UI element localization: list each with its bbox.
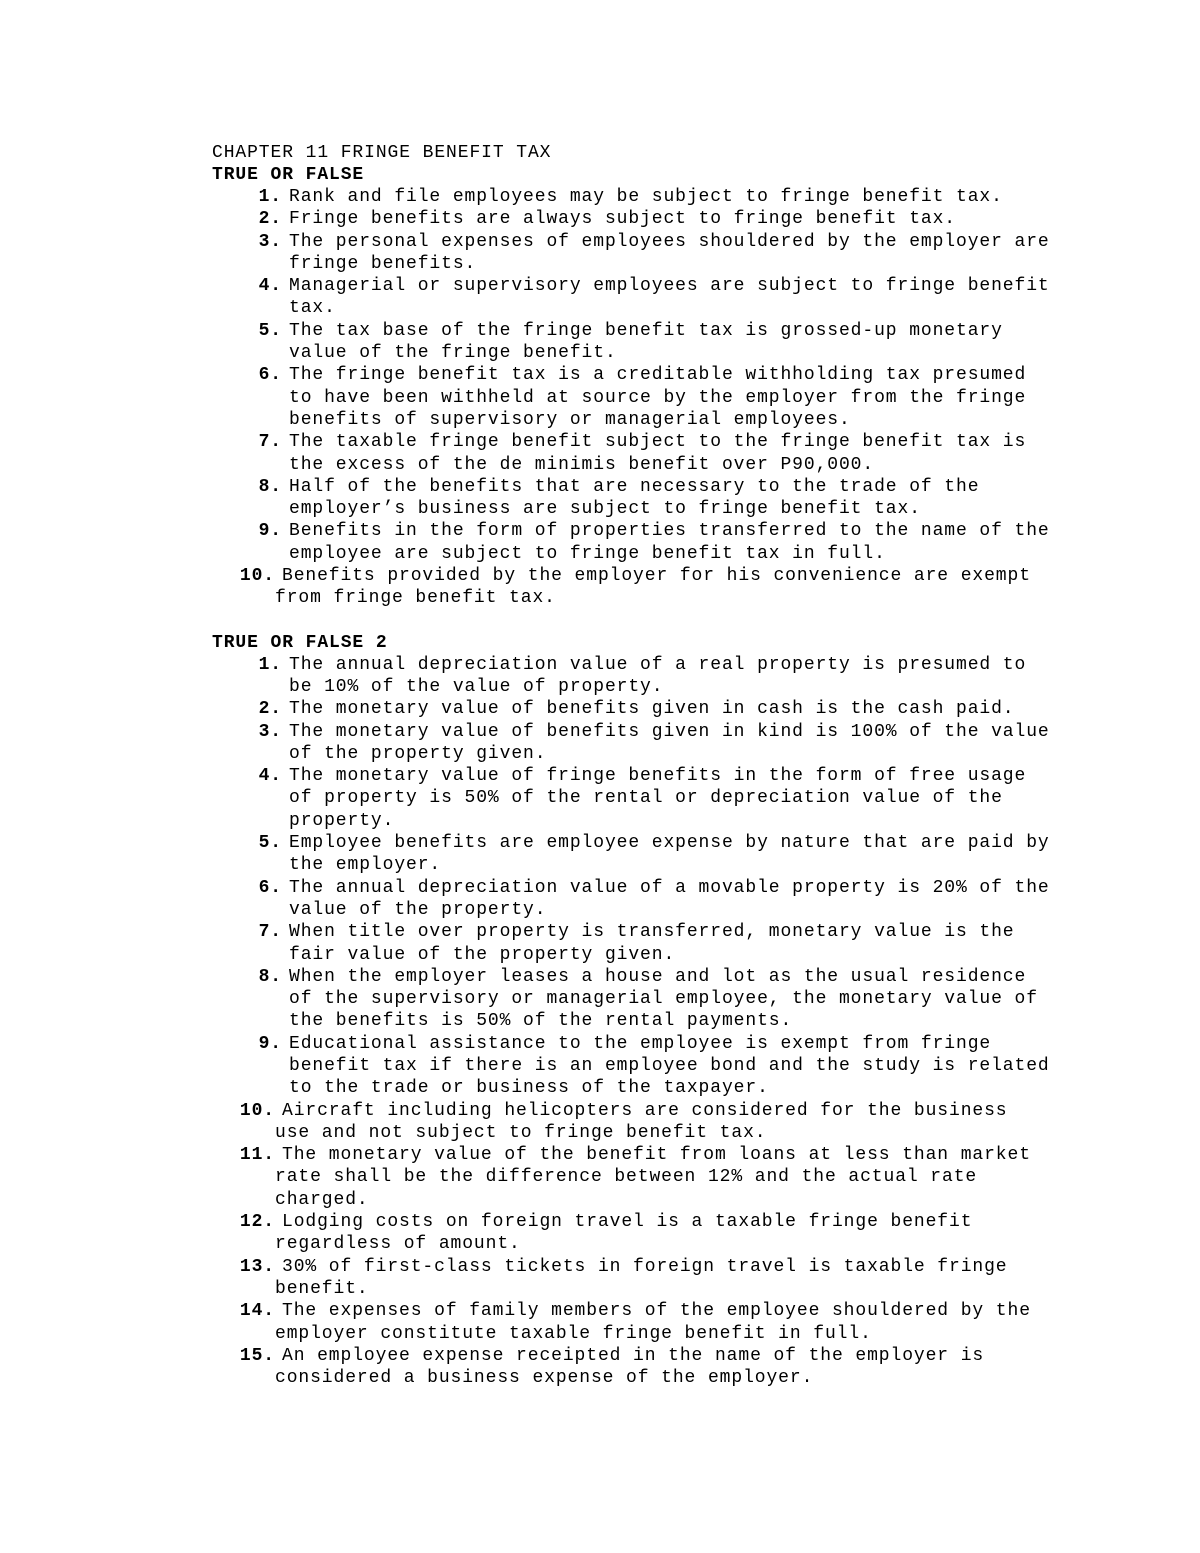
item-text-line: regardless of amount. (275, 1234, 521, 1255)
item-text-line: An employee expense receipted in the name of the employer is (282, 1345, 985, 1366)
item-text-line: be 10% of the value of property. (289, 676, 664, 697)
item-text (275, 1345, 1062, 1390)
item-text (275, 565, 1062, 610)
item-text-line: to have been withheld at source by the employer from the fringe (289, 387, 1027, 408)
item-number: 7. (258, 432, 282, 453)
item-text-line: value of the property. (289, 899, 547, 920)
item-text-line: benefits of supervisory or managerial employees. (289, 409, 851, 430)
question-list (212, 654, 1062, 1390)
item-text-line: Employee benefits are employee expense by nature that are paid by (289, 833, 1050, 854)
list-item (212, 431, 1062, 476)
item-text (275, 1100, 1062, 1145)
item-text-line: Benefits provided by the employer for his convenience are exempt (282, 566, 1031, 587)
item-text (275, 1144, 1062, 1211)
item-number: 14. (239, 1301, 275, 1322)
item-text (282, 520, 1062, 565)
item-number: 12. (239, 1212, 275, 1233)
list-item (212, 721, 1062, 766)
item-text-line: employee are subject to fringe benefit tax in full. (289, 543, 886, 564)
item-text-line: Rank and file employees may be subject to fringe benefit tax. (289, 187, 1003, 207)
list-item (212, 1033, 1062, 1100)
item-text (282, 877, 1062, 922)
list-item (212, 476, 1062, 521)
item-text-line: of the supervisory or managerial employee, the monetary value of (289, 989, 1038, 1010)
item-number: 10. (239, 566, 275, 587)
item-number: 2. (258, 209, 282, 230)
item-text-line: Managerial or supervisory employees are subject to fringe benefit (289, 276, 1050, 297)
item-text-line: tax. (289, 298, 336, 319)
chapter-title: CHAPTER 11 FRINGE BENEFIT TAX (212, 143, 552, 163)
item-text-line: Educational assistance to the employee is exempt from fringe (289, 1033, 992, 1054)
list-item (212, 186, 1062, 208)
list-item (212, 1100, 1062, 1145)
item-number: 10. (239, 1100, 275, 1121)
item-number: 6. (258, 365, 282, 386)
item-text-line: charged. (275, 1189, 369, 1210)
item-number: 5. (258, 833, 282, 854)
item-text (282, 921, 1062, 966)
item-text-line: of property is 50% of the rental or depreciation value of the (289, 788, 1003, 809)
item-number: 1. (258, 187, 282, 207)
item-number: 7. (258, 922, 282, 943)
item-text-line: benefit. (275, 1278, 369, 1299)
item-text-line: the employer. (289, 855, 442, 876)
list-item (212, 520, 1062, 565)
item-text-line: The taxable fringe benefit subject to the fringe benefit tax is (289, 432, 1027, 453)
item-text-line: The monetary value of the benefit from loans at less than market (282, 1145, 1031, 1166)
item-text (282, 966, 1062, 1033)
list-item (212, 765, 1062, 832)
list-item (212, 1144, 1062, 1211)
list-item (212, 1345, 1062, 1390)
item-text-line: of the property given. (289, 743, 547, 764)
item-text (275, 1300, 1062, 1345)
item-number: 13. (239, 1256, 275, 1277)
item-text-line: Fringe benefits are always subject to fringe benefit tax. (289, 209, 956, 230)
item-text (282, 364, 1062, 431)
item-text-line: employer constitute taxable fringe benefit in full. (275, 1323, 872, 1344)
item-number: 5. (258, 320, 282, 341)
item-text (275, 1256, 1062, 1301)
item-text (282, 1033, 1062, 1100)
list-item (212, 832, 1062, 877)
item-text-line: from fringe benefit tax. (275, 588, 556, 609)
item-text (282, 208, 1062, 230)
item-number: 8. (258, 966, 282, 987)
item-number: 8. (258, 476, 282, 497)
list-item (212, 231, 1062, 276)
item-text-line: employer’s business are subject to fringe benefit tax. (289, 499, 921, 520)
item-text (282, 765, 1062, 832)
item-number: 9. (258, 1033, 282, 1054)
item-text-line: the benefits is 50% of the rental payments. (289, 1011, 793, 1032)
item-text-line: the excess of the de minimis benefit over P90,000. (289, 454, 875, 475)
item-text-line: use and not subject to fringe benefit tax. (275, 1122, 767, 1143)
item-text-line: The monetary value of fringe benefits in the form of free usage (289, 766, 1027, 787)
list-item (212, 921, 1062, 966)
item-text-line: The personal expenses of employees shouldered by the employer are (289, 231, 1050, 252)
item-text-line: The annual depreciation value of a movable property is 20% of the (289, 877, 1050, 898)
list-item (212, 698, 1062, 720)
item-text-line: considered a business expense of the employer. (275, 1368, 814, 1389)
section-2 (212, 632, 1062, 1390)
list-item (212, 1256, 1062, 1301)
item-text-line: The monetary value of benefits given in kind is 100% of the value (289, 721, 1050, 742)
item-text (282, 231, 1062, 276)
item-number: 2. (258, 699, 282, 720)
list-item (212, 364, 1062, 431)
document-page (212, 142, 1062, 1389)
item-number: 3. (258, 231, 282, 252)
item-text-line: fringe benefits. (289, 253, 477, 274)
item-number: 11. (239, 1145, 275, 1166)
item-text-line: fair value of the property given. (289, 944, 676, 965)
item-text (282, 320, 1062, 365)
item-text (282, 186, 1062, 208)
item-text (282, 431, 1062, 476)
item-number: 1. (258, 654, 282, 675)
item-number: 4. (258, 766, 282, 787)
item-text-line: The expenses of family members of the employee shouldered by the (282, 1301, 1031, 1322)
list-item (212, 275, 1062, 320)
item-text-line: When title over property is transferred, monetary value is the (289, 922, 1015, 943)
list-item (212, 1300, 1062, 1345)
item-text (282, 654, 1062, 699)
item-text-line: When the employer leases a house and lot as the usual residence (289, 966, 1027, 987)
list-item (212, 654, 1062, 699)
item-text-line: Half of the benefits that are necessary to the trade of the (289, 476, 980, 497)
item-text-line: Benefits in the form of properties transferred to the name of the (289, 521, 1050, 542)
question-list (212, 186, 1062, 610)
item-text-line: The monetary value of benefits given in cash is the cash paid. (289, 699, 1015, 720)
list-item (212, 1211, 1062, 1256)
item-number: 6. (258, 877, 282, 898)
item-number: 9. (258, 521, 282, 542)
item-text-line: Aircraft including helicopters are considered for the business (282, 1100, 1008, 1121)
item-text-line: Lodging costs on foreign travel is a taxable fringe benefit (282, 1212, 973, 1233)
item-text-line: rate shall be the difference between 12% and the actual rate (275, 1167, 978, 1188)
list-item (212, 320, 1062, 365)
item-text-line: value of the fringe benefit. (289, 343, 617, 364)
item-text-line: property. (289, 810, 395, 831)
item-text (275, 1211, 1062, 1256)
list-item (212, 565, 1062, 610)
item-number: 4. (258, 276, 282, 297)
section-heading: TRUE OR FALSE (212, 165, 365, 185)
item-text (282, 698, 1062, 720)
item-text (282, 832, 1062, 877)
item-text-line: The tax base of the fringe benefit tax is grossed-up monetary (289, 320, 1003, 341)
item-text (282, 721, 1062, 766)
item-text-line: to the trade or business of the taxpayer. (289, 1078, 769, 1099)
item-number: 15. (239, 1345, 275, 1366)
section-1 (212, 164, 1062, 610)
list-item (212, 966, 1062, 1033)
item-text-line: benefit tax if there is an employee bond and the study is related (289, 1055, 1050, 1076)
item-text-line: 30% of first-class tickets in foreign travel is taxable fringe (282, 1256, 1008, 1277)
item-text-line: The fringe benefit tax is a creditable withholding tax presumed (289, 365, 1027, 386)
section-heading: TRUE OR FALSE 2 (212, 632, 388, 653)
sections-container (212, 164, 1062, 1389)
item-text (282, 275, 1062, 320)
item-text (282, 476, 1062, 521)
list-item (212, 877, 1062, 922)
list-item (212, 208, 1062, 230)
item-number: 3. (258, 721, 282, 742)
item-text-line: The annual depreciation value of a real property is presumed to (289, 654, 1027, 675)
